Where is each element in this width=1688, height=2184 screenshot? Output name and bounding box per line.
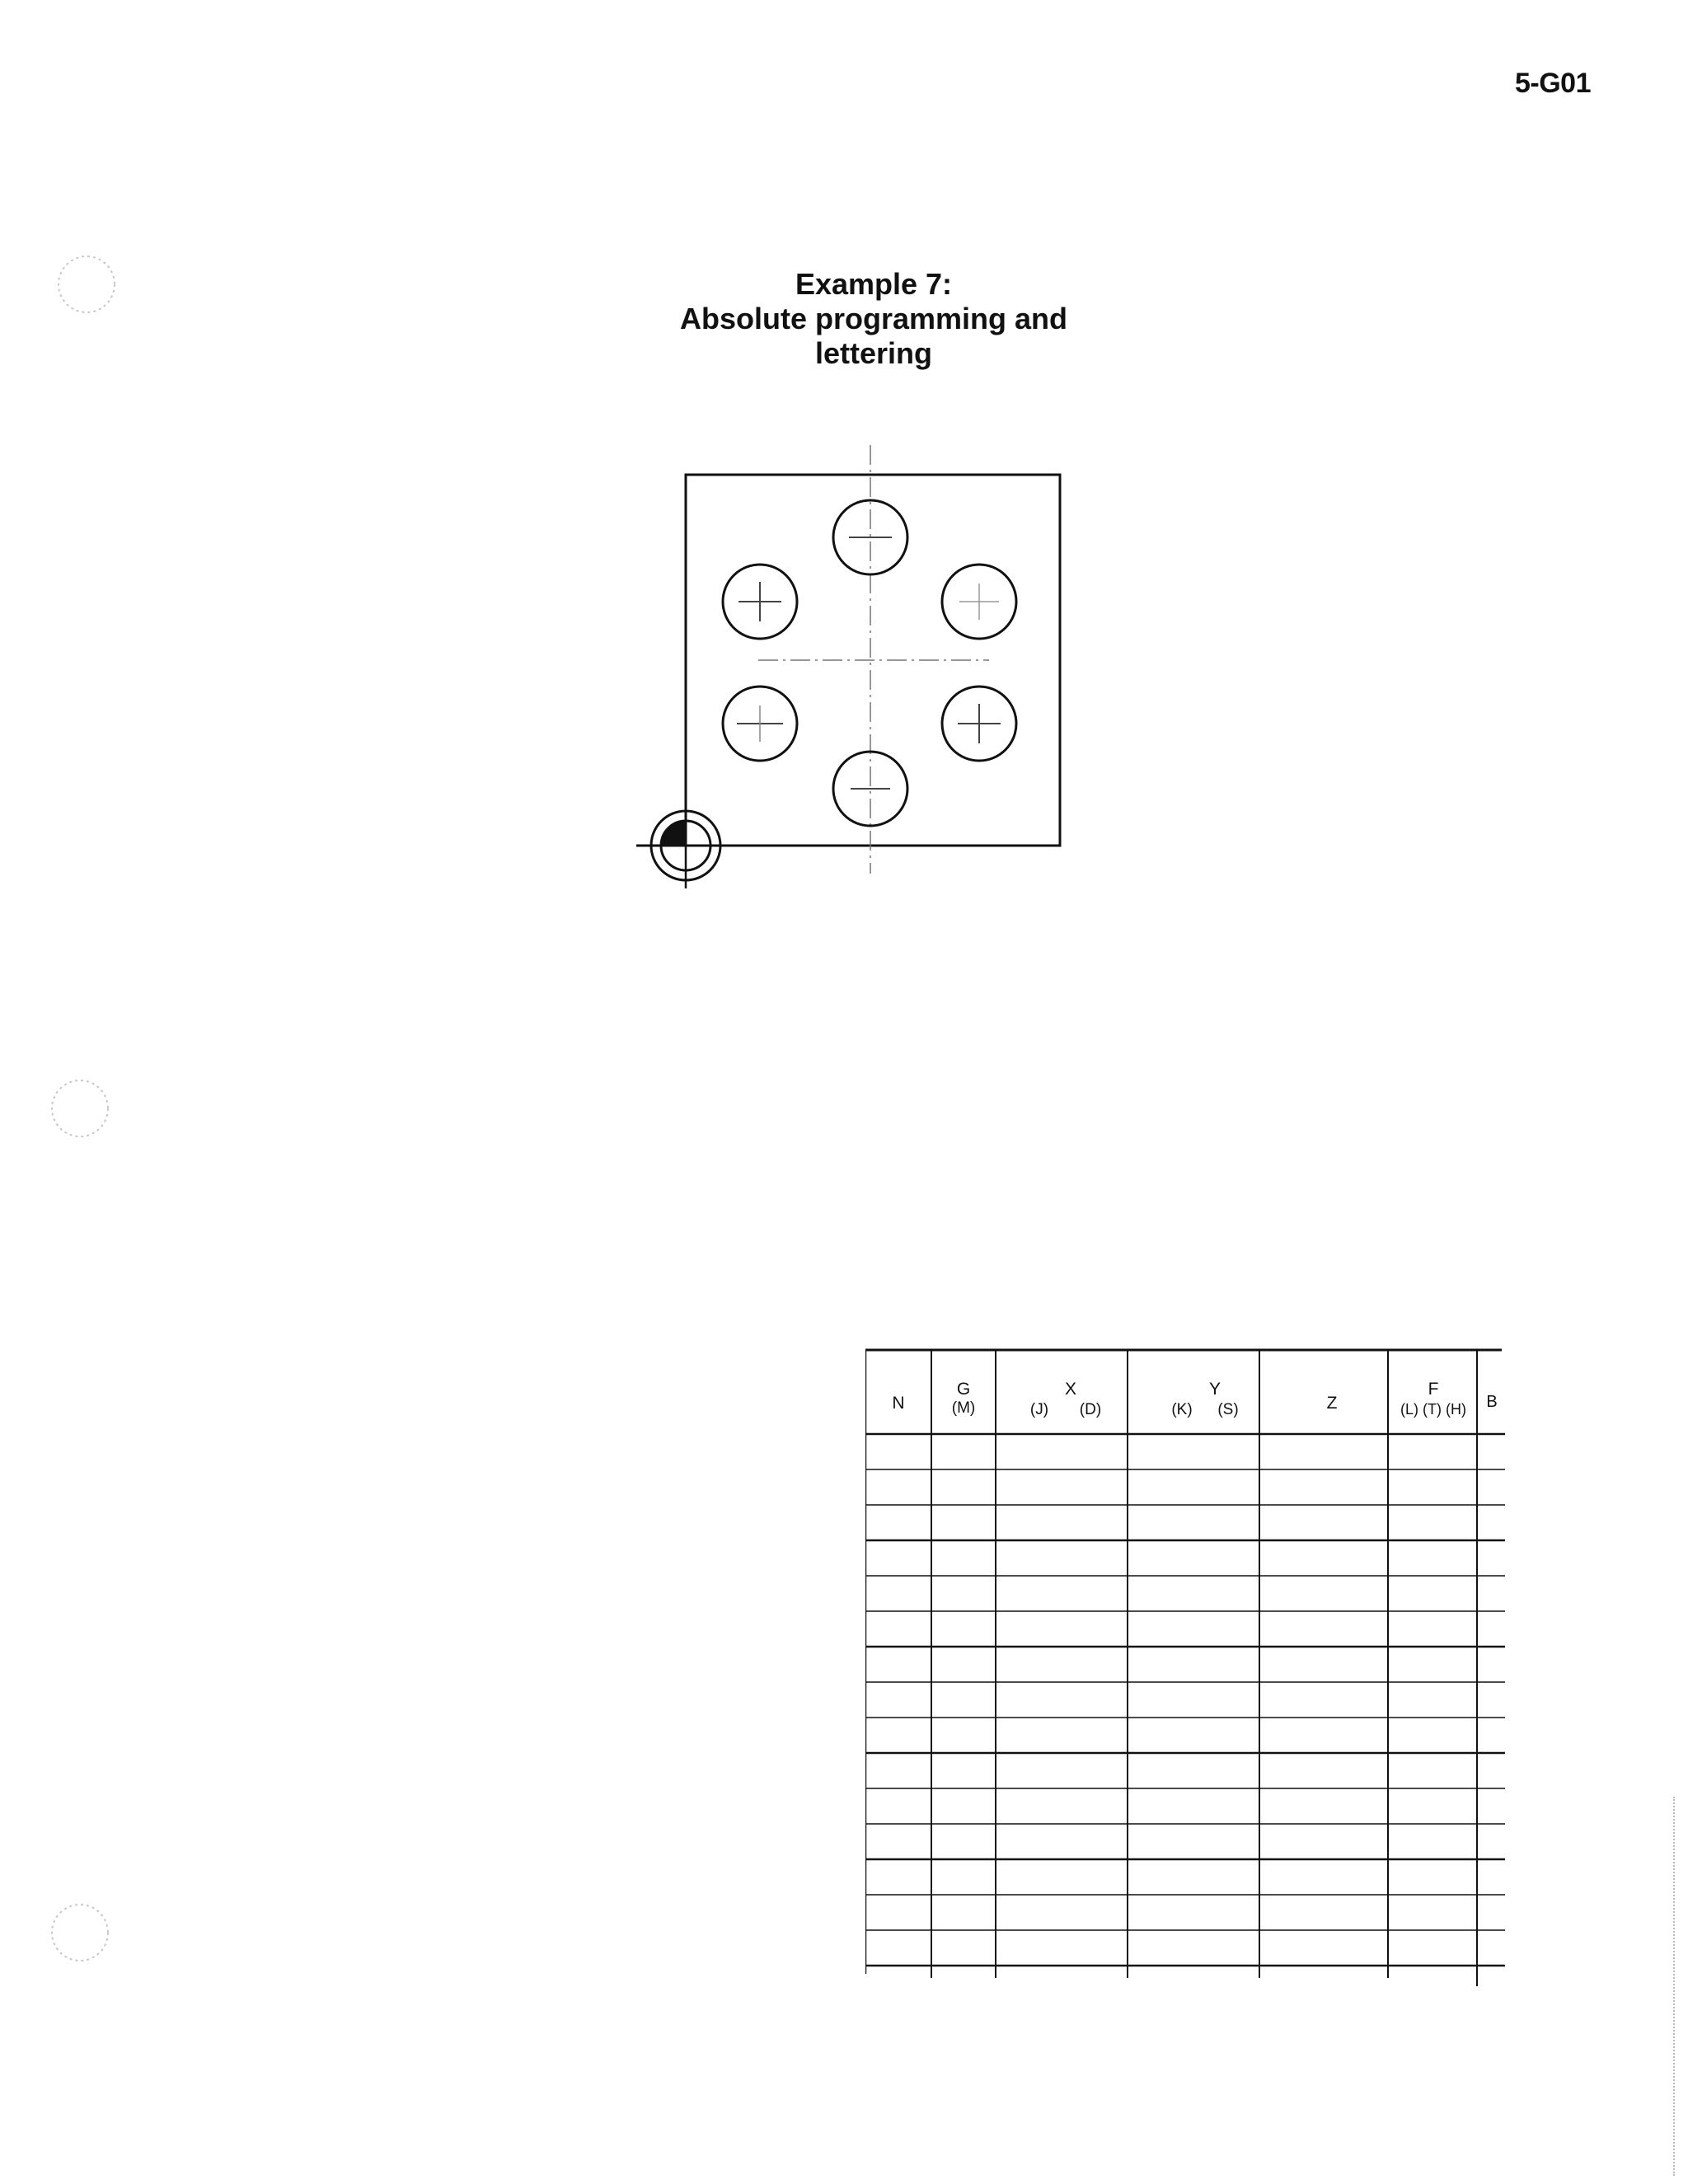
binder-hole-bottom-icon bbox=[43, 1896, 117, 1970]
binder-hole-top-icon bbox=[49, 247, 124, 321]
title-line-3: lettering bbox=[814, 336, 932, 370]
col-n-label: N bbox=[892, 1394, 905, 1413]
col-x-label: X bbox=[1064, 1380, 1077, 1399]
hole-lower-left bbox=[723, 687, 797, 761]
col-g-label: G bbox=[956, 1380, 971, 1399]
programming-sheet bbox=[865, 1343, 1508, 1994]
workpiece-zero-symbol-icon bbox=[636, 804, 734, 888]
col-g-sub: (M) bbox=[951, 1399, 976, 1417]
title-line-2: Absolute programming and bbox=[679, 302, 1068, 335]
col-x-sub-left: (J) bbox=[1029, 1401, 1049, 1418]
title-line-1: Example 7: bbox=[795, 267, 953, 301]
col-z-label: Z bbox=[1326, 1394, 1338, 1413]
hole-lower-right bbox=[942, 687, 1016, 761]
page-title bbox=[610, 267, 1137, 371]
col-x-sub-right: (D) bbox=[1079, 1401, 1102, 1418]
col-y-label: Y bbox=[1208, 1380, 1221, 1399]
col-f-sub: (L) (T) (H) bbox=[1400, 1401, 1466, 1418]
col-b-label: B bbox=[1486, 1393, 1498, 1411]
page-number: 5-G01 bbox=[1515, 68, 1591, 99]
hole-upper-left bbox=[723, 565, 797, 639]
binder-hole-middle-icon bbox=[43, 1071, 117, 1146]
col-y-sub-right: (S) bbox=[1217, 1401, 1239, 1418]
margin-rule bbox=[1673, 1797, 1675, 2176]
hole-upper-right bbox=[942, 565, 1016, 639]
col-f-label: F bbox=[1428, 1380, 1439, 1399]
workpiece-drawing bbox=[626, 437, 1154, 898]
sheet-grid bbox=[865, 1350, 1505, 1986]
col-y-sub-left: (K) bbox=[1171, 1401, 1193, 1418]
